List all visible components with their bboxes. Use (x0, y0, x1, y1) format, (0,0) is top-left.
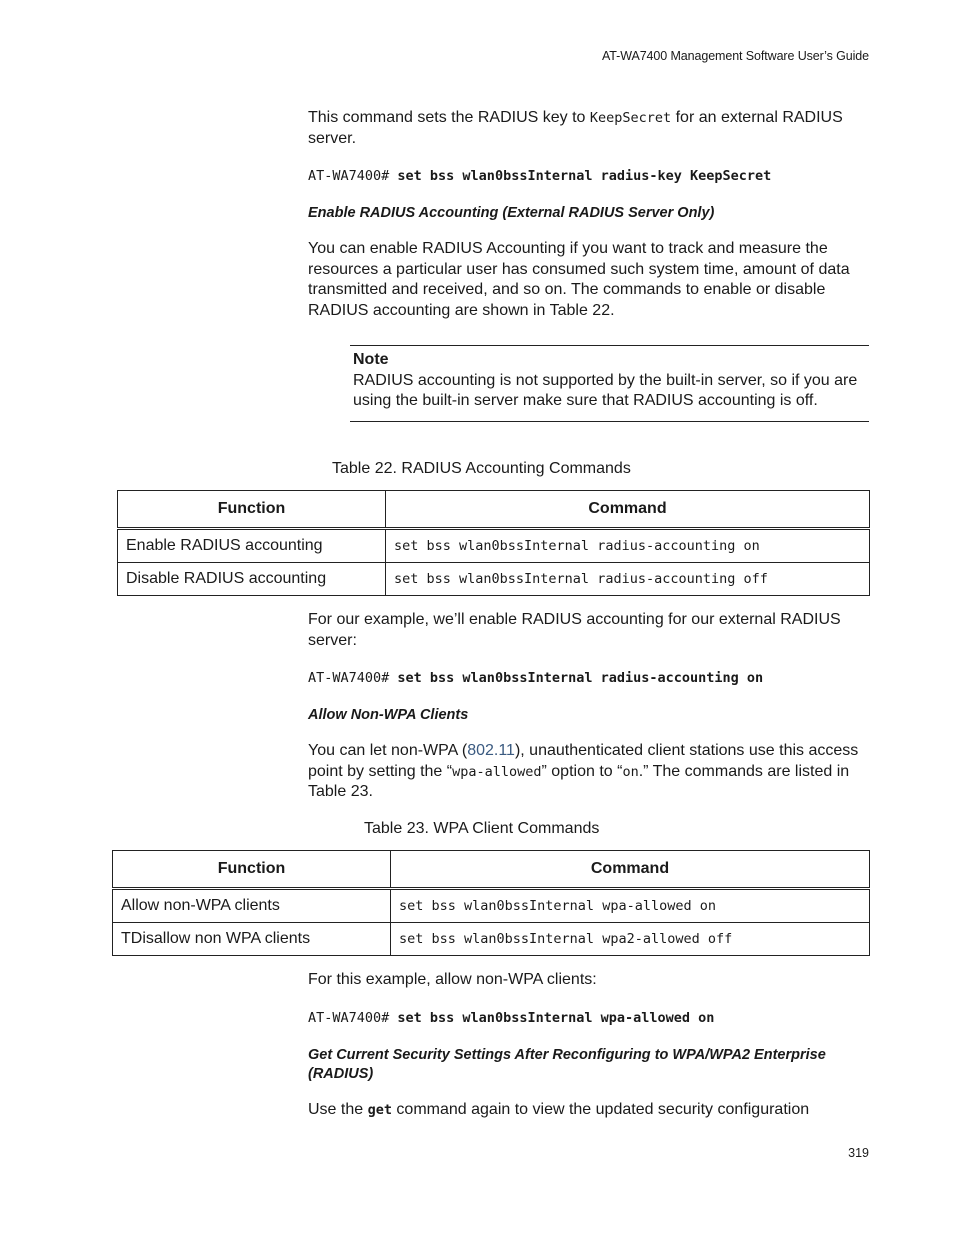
page-number: 319 (848, 1146, 869, 1160)
paragraph-non-wpa (308, 741, 868, 803)
column-header: Function (113, 851, 391, 889)
paragraph-accounting: You can enable RADIUS Accounting if you want to track and measure the resources a particular user has consumed such system time, amount of data transmitted and received, and so on. The commands to enable or disable RADIUS accounting are shown in Table 22. (308, 240, 850, 319)
command-prompt: AT-WA7400# (308, 670, 398, 686)
table-row (113, 923, 870, 956)
section-heading: Get Current Security Settings After Reconfiguring to WPA/WPA2 Enterprise (RADIUS) (308, 1047, 826, 1082)
table-cell: set bss wlan0bssInternal wpa2-allowed off (391, 923, 870, 956)
note-title: Note (353, 351, 389, 368)
table-cell: Enable RADIUS accounting (118, 529, 386, 563)
column-header: Function (118, 491, 386, 529)
paragraph-text: command again to view the updated security configuration (391, 1101, 810, 1118)
paragraph-text: You can let non-WPA ( (308, 742, 468, 759)
wpa-client-table (112, 850, 870, 956)
table-cell: set bss wlan0bssInternal wpa-allowed on (391, 889, 870, 923)
column-header: Command (386, 491, 870, 529)
command-text: set bss wlan0bssInternal radius-accounting on (397, 670, 764, 686)
table-cell: Allow non-WPA clients (113, 889, 391, 923)
command-text: set bss wlan0bssInternal radius-key KeepSecret (397, 168, 772, 184)
command-example (308, 168, 771, 184)
inline-code: KeepSecret (589, 110, 672, 126)
table-caption: Table 23. WPA Client Commands (364, 820, 600, 837)
paragraph-text: This command sets the RADIUS key to (308, 109, 590, 126)
command-example (308, 1010, 714, 1026)
command-prompt: AT-WA7400# (308, 168, 398, 184)
radius-accounting-table (117, 490, 870, 596)
paragraph-text: ” option to “ (541, 762, 623, 780)
column-header: Command (391, 851, 870, 889)
running-header: AT-WA7400 Management Software User’s Guide (602, 49, 869, 63)
table-cell: set bss wlan0bssInternal radius-accounting on (386, 529, 870, 563)
section-heading: Allow Non-WPA Clients (308, 707, 469, 723)
section-heading: Enable RADIUS Accounting (External RADIUS Server Only) (308, 205, 715, 221)
table-row (118, 563, 870, 596)
table-row (113, 889, 870, 923)
table-cell: Disable RADIUS accounting (118, 563, 386, 596)
command-example (308, 670, 763, 686)
note-box (350, 345, 869, 422)
paragraph-text: for an external RADIUS server. (308, 109, 843, 147)
inline-code: wpa-allowed (452, 763, 542, 780)
table-cell: TDisallow non WPA clients (113, 923, 391, 956)
paragraph-allow-example: For this example, allow non-WPA clients: (308, 971, 597, 988)
command-prompt: AT-WA7400# (308, 1010, 398, 1026)
table-cell: set bss wlan0bssInternal radius-accounting off (386, 563, 870, 596)
paragraph-text: ), unauthenticated client stations use this access point by setting the “ (308, 742, 859, 780)
inline-code: on (622, 763, 639, 780)
table-header-row (118, 491, 870, 529)
inline-code: get (367, 1102, 392, 1118)
paragraph-radius-key (308, 108, 868, 149)
command-text: set bss wlan0bssInternal wpa-allowed on (397, 1010, 715, 1026)
paragraph-text: Use the (308, 1101, 368, 1118)
table-row (118, 529, 870, 563)
table-caption: Table 22. RADIUS Accounting Commands (332, 460, 631, 477)
table-header-row (113, 851, 870, 889)
paragraph-get-command (308, 1100, 868, 1121)
link-802-11[interactable]: 802.11 (467, 742, 515, 759)
paragraph-example: For our example, we’ll enable RADIUS accounting for our external RADIUS server: (308, 611, 841, 649)
paragraph-text: .” The commands are listed in Table 23. (308, 762, 850, 800)
note-text: RADIUS accounting is not supported by the built-in server, so if you are using the built-in server make sure that RADIUS accounting is off. (353, 371, 858, 409)
